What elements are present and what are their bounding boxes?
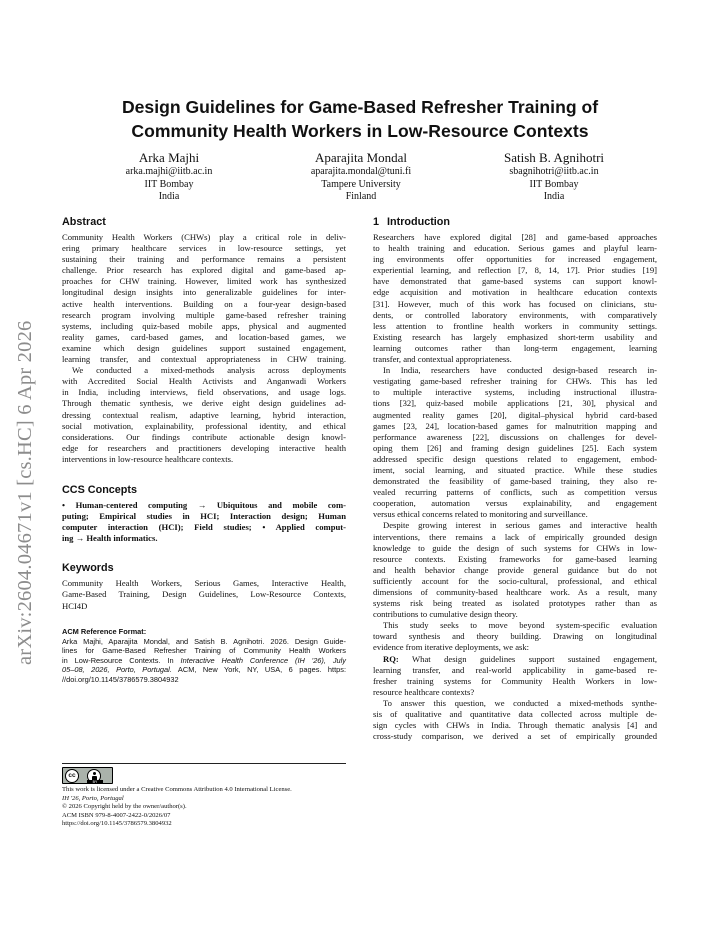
acm-reference-heading: ACM Reference Format:: [62, 626, 147, 636]
text-line: In India, researchers have conducted design-based research in-: [383, 365, 657, 376]
text-line: lines for Game-Based Refresher Training of Community Health Workers: [62, 646, 346, 656]
section-number: 1: [373, 216, 380, 228]
intro-paragraph-1: [373, 232, 657, 365]
text-line: Arka Majhi, Aparajita Mondal, and Satish B. Agnihotri. 2026. Design Guide-: [62, 636, 346, 646]
intro-paragraph-4: [373, 620, 657, 653]
text-line: Community Health Workers, Serious Games, Interactive Health,: [62, 578, 346, 589]
author-email: arka.majhi@iitb.ac.in: [125, 166, 213, 177]
text-line: in Low-Resource Contexts. In Interactive Health Conference (IH '26), July: [62, 655, 347, 665]
text-line: edge for researchers and practitioners developing interactive health: [62, 442, 346, 453]
text-line: This study seeks to move beyond system-specific evaluation: [383, 620, 657, 631]
text-line: knowledge to guide the design of such systems for CHWs in low-: [373, 542, 657, 553]
text-line: ering primary healthcare services in low-resource settings, yet: [62, 243, 346, 254]
text-line: RQ: What design guidelines support sustained engagement,: [383, 653, 657, 664]
text-line: examine which design guidelines support sustained engagement,: [62, 342, 346, 353]
text-line: evidence from iterative deployments, we ask:: [373, 642, 530, 653]
text-line: vestigating game-based refresher training for CHWs. This has led: [373, 376, 657, 387]
text-line: oping them [26] and framing design guidelines [25]. Each system: [373, 442, 657, 453]
text-line: ing environments offer opportunities for increased engagement,: [373, 254, 657, 265]
text-line: proaches for CHW training. However, limited work has synthesized: [62, 276, 346, 287]
text-line: social motivation, explainability, professional identity, and ethical: [62, 420, 346, 431]
text-line: To answer this question, we conducted a mixed-methods synthe-: [383, 697, 657, 708]
text-line: versus ethical concerns related to monitoring and surveillance.: [373, 509, 588, 520]
author-block-3: [454, 150, 654, 204]
text-line: less attention to frontline health workers in community settings.: [373, 320, 657, 331]
copyright-text: © 2026 Copyright held by the owner/author(s).: [62, 803, 187, 810]
text-line: Game-Based Training, Design Guidelines, Low-Resource Contexts,: [62, 589, 346, 600]
text-line: interventions in low-resource healthcare contexts.: [62, 453, 234, 464]
introduction-heading: [373, 216, 657, 229]
text-line: Community Health Workers (CHWs) play a critical role in deliv-: [62, 232, 346, 242]
text-line: tions [32], quiz-based mobile applications [21, 30], physical and: [373, 398, 657, 409]
text-line: vealed recurring patterns of conflicts, such as competition versus: [373, 487, 657, 498]
text-line: reality games, card-based games, and location-based games, we: [62, 331, 346, 342]
author-email: sbagnihotri@iitb.ac.in: [509, 166, 599, 177]
text-line: learning transfer, and real-world applicability in game-based re-: [373, 664, 657, 675]
text-line: to health training and education. Serious games and playful learn-: [373, 243, 657, 254]
footnote-divider: [62, 763, 346, 764]
left-column: [62, 216, 346, 685]
text-line: Researchers have explored digital [28] and game-based approaches: [373, 232, 657, 242]
text-line: considerations. Our findings contribute actionable design knowl-: [62, 431, 346, 442]
text-line: dimensions of community-based healthcare work. As a result, many: [373, 587, 657, 597]
text-line: systems risk being treated as isolated prototypes rather than as: [373, 598, 657, 609]
text-line: edge acquisition and motivation in healthcare education contexts: [373, 287, 657, 298]
text-line: resource healthcare contexts?: [373, 686, 475, 697]
text-line: learning outcomes rather than long-term engagement, learning: [373, 342, 657, 353]
text-line: augmented reality games [20], digital–physical hybrid card-based: [373, 409, 657, 420]
text-line: learning transfer, and contextual appropriateness in CHW training.: [62, 354, 346, 365]
text-line: transfer, and contextual appropriateness.: [373, 354, 512, 365]
text-line: contributions to cumulative design theory.: [373, 609, 518, 620]
author-country: India: [158, 191, 180, 203]
abstract-heading: Abstract: [62, 216, 106, 228]
text-line: We conducted a mixed-methods analysis across deployments: [72, 365, 346, 376]
text-line: systems, including quiz-based mobile apps, physical and augmented: [62, 320, 346, 331]
arxiv-identifier: arXiv:2604.04671v1 [cs.HC] 6 Apr 2026: [14, 320, 36, 665]
author-email: aparajita.mondal@tuni.fi: [310, 166, 412, 177]
text-line: 05–08, 2026, Porto, Portugal. ACM, New York, NY, USA, 6 pages. https:: [62, 665, 347, 675]
ccs-concepts: [62, 500, 346, 544]
text-line: Existing research has largely emphasized short-term usability and: [373, 331, 657, 342]
text-line: dents, or controlled laboratory environments, with comparatively: [373, 309, 657, 320]
text-line: resource contexts. Existing frameworks for game-based learning: [373, 553, 657, 564]
license-footnote: [62, 786, 352, 829]
text-line: challenge. Prior research has explored digital and game-based ap-: [62, 265, 346, 276]
author-name: Arka Majhi: [138, 150, 200, 165]
isbn-text: ACM ISBN 979-8-4007-2422-0/2026/07: [62, 811, 171, 819]
text-line: sustaining their training and performance remains a persistent: [62, 254, 346, 265]
rq-label: RQ:: [383, 653, 399, 664]
author-name: Satish B. Agnihotri: [503, 150, 605, 165]
text-line: puting; Empirical studies in HCI; Interaction design; Human: [62, 511, 346, 522]
text-line: ing → Health informatics.: [62, 533, 158, 544]
venue-text: IH '26, Porto, Portugal: [62, 794, 124, 802]
cc-by-license-badge[interactable]: [62, 767, 113, 784]
acm-reference-text: [62, 637, 346, 685]
author-name: Aparajita Mondal: [314, 150, 408, 165]
author-block-2: [261, 150, 461, 204]
text-line: and health behavior change provide general guidance but do not: [373, 564, 657, 575]
text-line: longitudinal design insights into generalizable guidelines for inter-: [62, 287, 346, 298]
text-line: interventions, there remains a lack of empirically grounded design: [373, 531, 657, 542]
intro-paragraph-2: [373, 365, 657, 520]
text-line: fresher training systems for Community Health Workers in low-: [373, 675, 657, 686]
license-text: This work is licensed under a Creative Commons Attribution 4.0 International License.: [62, 786, 292, 793]
text-line: to multiple interactive systems, including instructional illustra-: [373, 387, 657, 398]
text-line: Through thematic synthesis, we derive eight design guidelines ad-: [62, 398, 346, 409]
ccs-heading: CCS Concepts: [62, 483, 137, 496]
text-line: performance awareness [22], discussions on challenges for devel-: [373, 431, 657, 442]
by-label: BY: [87, 780, 103, 784]
abstract-paragraph-1: [62, 232, 346, 365]
title-line-2: Community Health Workers in Low-Resource Contexts: [131, 121, 589, 141]
text-line: cross-study comparison, we derived a set of empirically grounded: [373, 731, 657, 742]
author-country: Finland: [345, 191, 377, 203]
text-line: toward synthesis and theory building. Drawing on longitudinal: [373, 631, 657, 642]
right-column: [373, 216, 657, 742]
author-country: India: [543, 191, 565, 203]
text-line: iment, social learning, and situated practice. While these studies: [373, 464, 657, 475]
text-line: sufficiently account for the socio-cultural, professional, and ethical: [373, 575, 657, 586]
text-line: demonstrated the feasibility of game-based training, they also re-: [373, 476, 657, 487]
text-line: Despite growing interest in serious games and interactive health: [383, 520, 657, 531]
text-line: experiential learning, and reflection [7, 8, 14, 17]. Prior studies [19]: [373, 265, 657, 276]
text-line: have demonstrated that game-based systems can support knowl-: [373, 276, 657, 287]
title-line-1: Design Guidelines for Game-Based Refresher Training of: [121, 97, 599, 117]
doi-link[interactable]: https://doi.org/10.1145/3786579.3804932: [62, 820, 172, 827]
text-line: [31]. However, much of this work has focused on clinicians, stu-: [373, 298, 657, 309]
text-line: active health interventions. Building on a four-year design-based: [62, 298, 346, 309]
text-line: sis of qualitative and quantitative data collected across multiple de-: [373, 709, 657, 720]
author-institution: Tampere University: [321, 178, 401, 190]
author-institution: IIT Bombay: [144, 178, 194, 190]
keywords-heading: Keywords: [62, 562, 114, 575]
text-line: • Human-centered computing → Ubiquitous and mobile com-: [62, 499, 346, 510]
paper-title: [60, 95, 660, 143]
text-line: addressed specific design questions related to engagement, embod-: [373, 453, 657, 464]
doi-link[interactable]: //doi.org/10.1145/3786579.3804932: [62, 675, 179, 684]
intro-paragraph-3: [373, 520, 657, 620]
research-question: [373, 654, 657, 698]
text-line: dressing contextual realism, adaptive learning, hybrid interaction,: [62, 409, 346, 420]
keywords: [62, 578, 346, 611]
cc-icon: cc: [65, 769, 79, 783]
text-line: cooperation, automation versus explainability, and engagement: [373, 498, 657, 509]
text-line: computer interaction (HCI); Field studies; • Applied comput-: [62, 522, 346, 533]
author-institution: IIT Bombay: [529, 178, 579, 190]
text-line: in India, including interviews, field observations, and usage logs.: [62, 387, 346, 398]
text-line: sign cycles with CHWs in India. Through thematic analysis [4] and: [373, 720, 657, 731]
intro-paragraph-5: [373, 698, 657, 742]
author-block-1: [69, 150, 269, 204]
section-title: Introduction: [387, 216, 450, 228]
text-line: HCI4D: [62, 600, 88, 611]
abstract-paragraph-2: [62, 365, 346, 465]
text-line: research program involving multiple game-based refresher training: [62, 309, 346, 320]
text-line: games [23, 24], location-based games for malnutrition mapping and: [373, 420, 657, 431]
text-line: with Accredited Social Health Activists and Anganwadi Workers: [62, 376, 346, 387]
